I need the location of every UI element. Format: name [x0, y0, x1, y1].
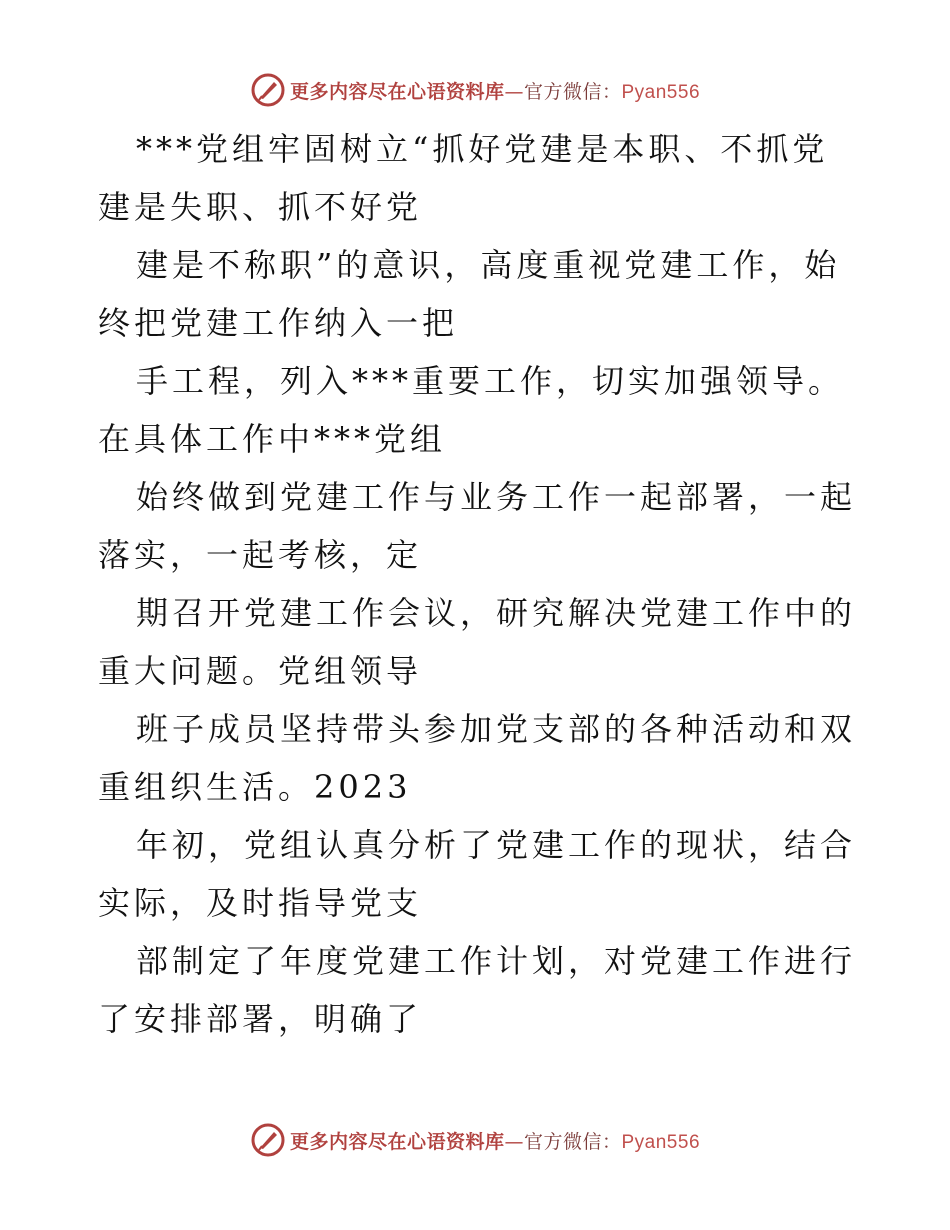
- watermark-separator: —: [504, 80, 524, 103]
- paragraph: 年初，党组认真分析了党建工作的现状，结合实际，及时指导党支: [98, 826, 857, 922]
- quill-logo-icon: [250, 72, 286, 108]
- footer-watermark: [0, 1120, 950, 1160]
- paragraph: 建是不称职”的意识，高度重视党建工作，始终把党建工作纳入一把: [98, 246, 841, 342]
- watermark-main: 更多内容尽在心语资料库: [289, 80, 505, 103]
- watermark-label: 官方微信：: [523, 80, 622, 103]
- watermark-text: [290, 77, 700, 104]
- paragraph: 期召开党建工作会议，研究解决党建工作中的重大问题。党组领导: [98, 594, 857, 690]
- header-watermark: [0, 70, 950, 110]
- watermark-text: [290, 1127, 700, 1154]
- paragraph: ***党组牢固树立“抓好党建是本职、不抓党建是失职、抓不好党: [98, 130, 829, 226]
- quill-logo-icon: [250, 1122, 286, 1158]
- watermark-label: 官方微信：: [523, 1130, 622, 1153]
- watermark-main: 更多内容尽在心语资料库: [289, 1130, 505, 1153]
- watermark-id: Pyan556: [621, 81, 701, 103]
- paragraph: 手工程，列入***重要工作，切实加强领导。在具体工作中***党组: [98, 362, 845, 458]
- paragraph: 班子成员坚持带头参加党支部的各种活动和双重组织生活。2023: [98, 710, 857, 806]
- watermark-id: Pyan556: [621, 1131, 701, 1153]
- watermark-separator: —: [504, 1130, 524, 1153]
- document-body: [98, 120, 858, 1048]
- paragraph: 始终做到党建工作与业务工作一起部署，一起落实，一起考核，定: [98, 478, 857, 574]
- paragraph: 部制定了年度党建工作计划，对党建工作进行了安排部署，明确了: [98, 942, 857, 1038]
